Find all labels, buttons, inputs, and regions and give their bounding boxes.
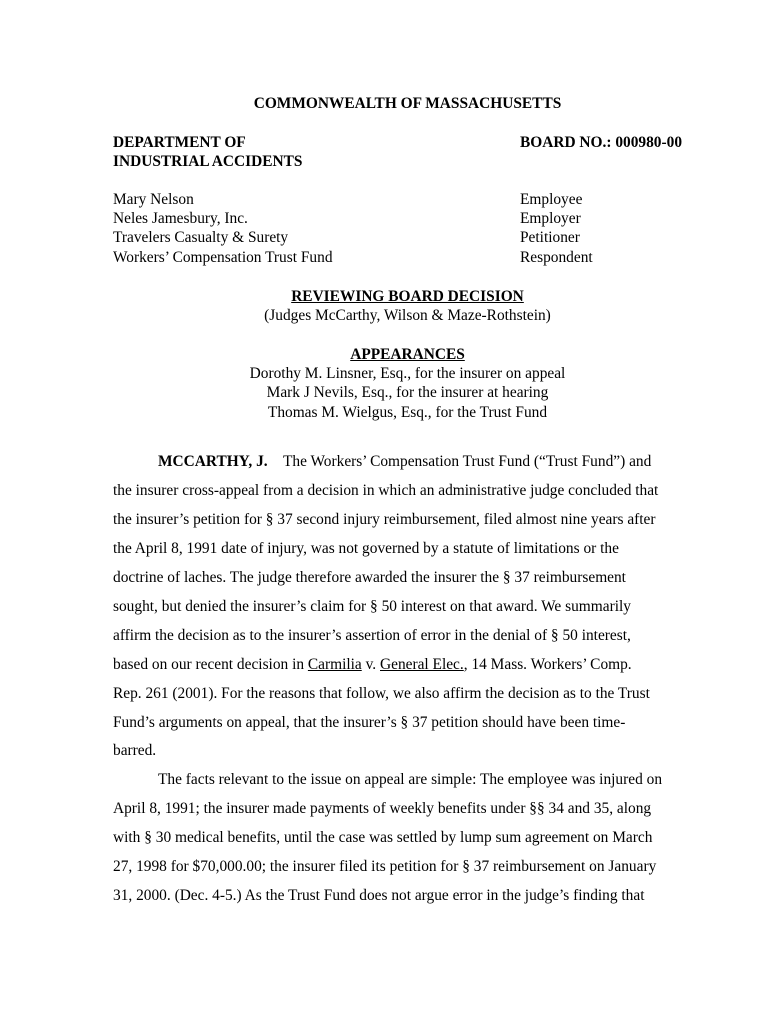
opinion-line: April 8, 1991; the insurer made payments of weekly benefits under §§ 34 and 35, along [113, 800, 652, 817]
party-name: Travelers Casualty & Surety [113, 229, 289, 246]
decision-heading: REVIEWING BOARD DECISION [291, 288, 524, 305]
opinion-line: 31, 2000. (Dec. 4-5.) As the Trust Fund does not argue error in the judge’s finding that [113, 887, 645, 904]
appearances-heading: APPEARANCES [350, 346, 465, 363]
opinion-line [113, 655, 632, 674]
appearance-line: Mark J Nevils, Esq., for the insurer at hearing [266, 384, 549, 401]
opinion-line: doctrine of laches. The judge therefore awarded the insurer the § 37 reimbursement [113, 569, 626, 586]
page-title: COMMONWEALTH OF MASSACHUSETTS [253, 95, 562, 112]
case-citation-general-elec: General Elec. [380, 656, 464, 673]
opinion-text: based on our recent decision in [113, 656, 308, 673]
board-number: BOARD NO.: 000980-00 [520, 134, 683, 151]
opinion-text: The Workers’ Compensation Trust Fund (“Trust Fund”) and [283, 453, 652, 470]
party-name: Workers’ Compensation Trust Fund [113, 249, 333, 266]
opinion-line: sought, but denied the insurer’s claim for § 50 interest on that award. We summarily [113, 598, 631, 615]
opinion-line: the April 8, 1991 date of injury, was not governed by a statute of limitations or the [113, 540, 619, 557]
party-role: Employer [520, 210, 581, 227]
opinion-text: v. [361, 656, 380, 673]
case-citation-carmilia: Carmilia [307, 656, 362, 673]
party-name: Neles Jamesbury, Inc. [113, 210, 248, 227]
department-line-2: INDUSTRIAL ACCIDENTS [113, 153, 303, 170]
opinion-line: The facts relevant to the issue on appeal are simple: The employee was injured on [158, 771, 663, 788]
party-role: Respondent [520, 249, 593, 266]
appearance-line: Thomas M. Wielgus, Esq., for the Trust Fund [267, 404, 548, 421]
opinion-text: , 14 Mass. Workers’ Comp. [463, 656, 632, 673]
appearance-line: Dorothy M. Linsner, Esq., for the insurer on appeal [249, 365, 566, 382]
opinion-line: the insurer cross-appeal from a decision in which an administrative judge concluded that [113, 482, 659, 499]
opinion-line: affirm the decision as to the insurer’s assertion of error in the denial of § 50 interest, [113, 627, 631, 644]
department-line-1: DEPARTMENT OF [113, 134, 246, 151]
opinion-line: barred. [113, 742, 157, 759]
opinion-line [158, 452, 651, 471]
opinion-line: with § 30 medical benefits, until the case was settled by lump sum agreement on March [113, 829, 653, 846]
party-role: Petitioner [520, 229, 580, 246]
opinion-line: Fund’s arguments on appeal, that the insurer’s § 37 petition should have been time- [113, 714, 626, 731]
judges-line: (Judges McCarthy, Wilson & Maze-Rothstein) [264, 307, 551, 324]
opinion-author: MCCARTHY, J. [158, 453, 268, 470]
party-role: Employee [520, 191, 583, 208]
opinion-line: the insurer’s petition for § 37 second injury reimbursement, filed almost nine years after [113, 511, 656, 528]
opinion-line: Rep. 261 (2001). For the reasons that follow, we also affirm the decision as to the Trust [113, 685, 650, 702]
party-name: Mary Nelson [113, 191, 194, 208]
opinion-line: 27, 1998 for $70,000.00; the insurer filed its petition for § 37 reimbursement on January [113, 858, 657, 875]
